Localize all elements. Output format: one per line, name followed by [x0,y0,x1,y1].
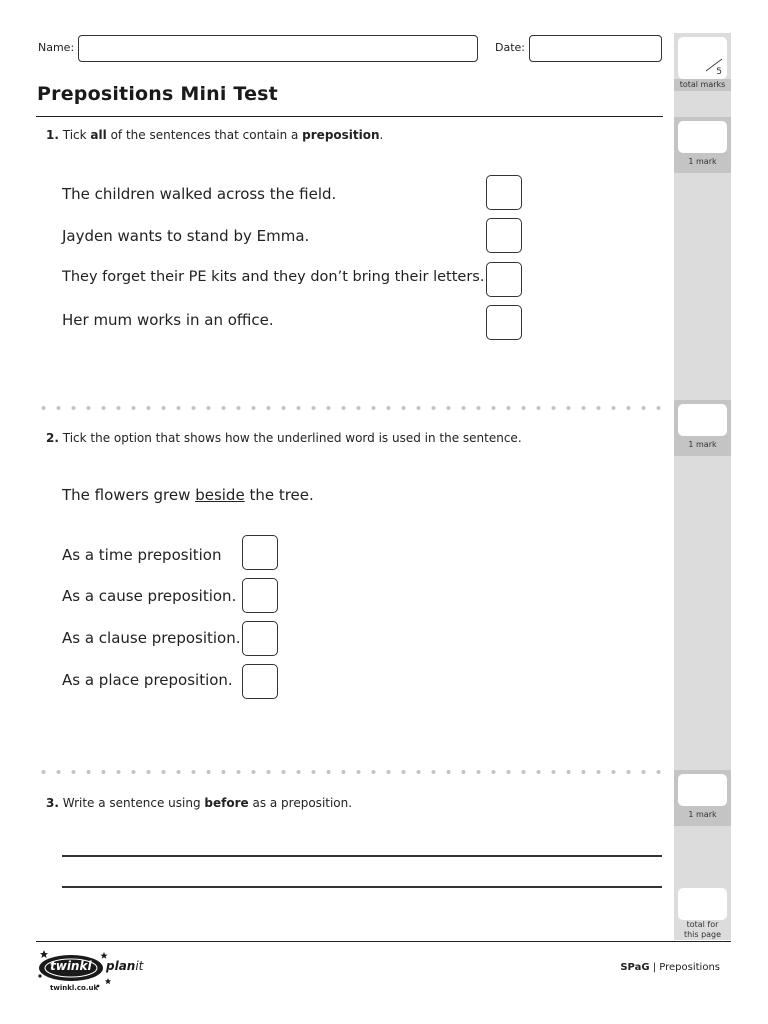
twinkl-logo-word: twinkl [50,959,92,973]
q2-option-text: As a place preposition. [62,671,233,689]
q1-number: 1. [46,128,59,142]
q1-option-2-checkbox[interactable] [486,218,522,253]
q2-option-3-checkbox[interactable] [242,621,278,656]
dotted-separator [36,770,664,774]
q1-option-text: The children walked across the field. [62,185,337,203]
total-marks-box [678,37,727,79]
subject-label: SPaG | Prepositions [620,962,720,973]
q1-option-1-checkbox[interactable] [486,175,522,210]
title-rule [36,116,663,117]
q1-instruction: 1. Tick all of the sentences that contain a preposition. [46,128,384,142]
q3-mark-label: 1 mark [688,810,717,819]
q3-number: 3. [46,796,59,810]
q2-option-4-checkbox[interactable] [242,664,278,699]
name-field[interactable] [78,35,478,62]
q1-option-text: Her mum works in an office. [62,311,274,329]
twinkl-planit-logo [36,946,156,996]
q3-mark-box[interactable] [678,774,727,806]
q2-option-1-checkbox[interactable] [242,535,278,570]
twinkl-url: twinkl.co.uk [50,984,99,992]
footer-rule [36,941,731,942]
date-label: Date: [495,41,525,54]
q2-mark-box[interactable] [678,404,727,436]
q2-instruction: 2. Tick the option that shows how the underlined word is used in the sentence. [46,431,522,445]
q2-option-text: As a clause preposition. [62,629,241,647]
total-marks-band [674,79,731,91]
date-field[interactable] [529,35,662,62]
q3-answer-line-2[interactable] [62,886,662,888]
underlined-word: beside [195,486,245,504]
q3-instruction: 3. Write a sentence using before as a preposition. [46,796,353,810]
q1-option-4-checkbox[interactable] [486,305,522,340]
q1-option-text: Jayden wants to stand by Emma. [62,227,310,245]
q1-mark-label: 1 mark [688,157,717,166]
planit-logo-text: planit [106,959,144,973]
q2-mark-label: 1 mark [688,440,717,449]
page-title: Prepositions Mini Test [37,83,278,105]
page-total-box[interactable] [678,888,727,920]
q1-option-3-checkbox[interactable] [486,262,522,297]
q2-option-text: As a time preposition [62,546,222,564]
name-label: Name: [38,41,75,54]
q1-mark-box[interactable] [678,121,727,153]
total-marks-value: 5 [716,67,722,77]
q2-sentence: The flowers grew beside the tree. [62,486,314,504]
q2-option-text: As a cause preposition. [62,587,237,605]
q2-option-2-checkbox[interactable] [242,578,278,613]
page-total-label: total for this page [683,920,722,939]
total-marks-label: total marks [679,80,726,89]
dotted-separator [36,406,664,410]
q3-answer-line-1[interactable] [62,855,662,857]
q1-option-text: They forget their PE kits and they don’t bring their letters. [62,269,485,285]
q2-number: 2. [46,431,59,445]
